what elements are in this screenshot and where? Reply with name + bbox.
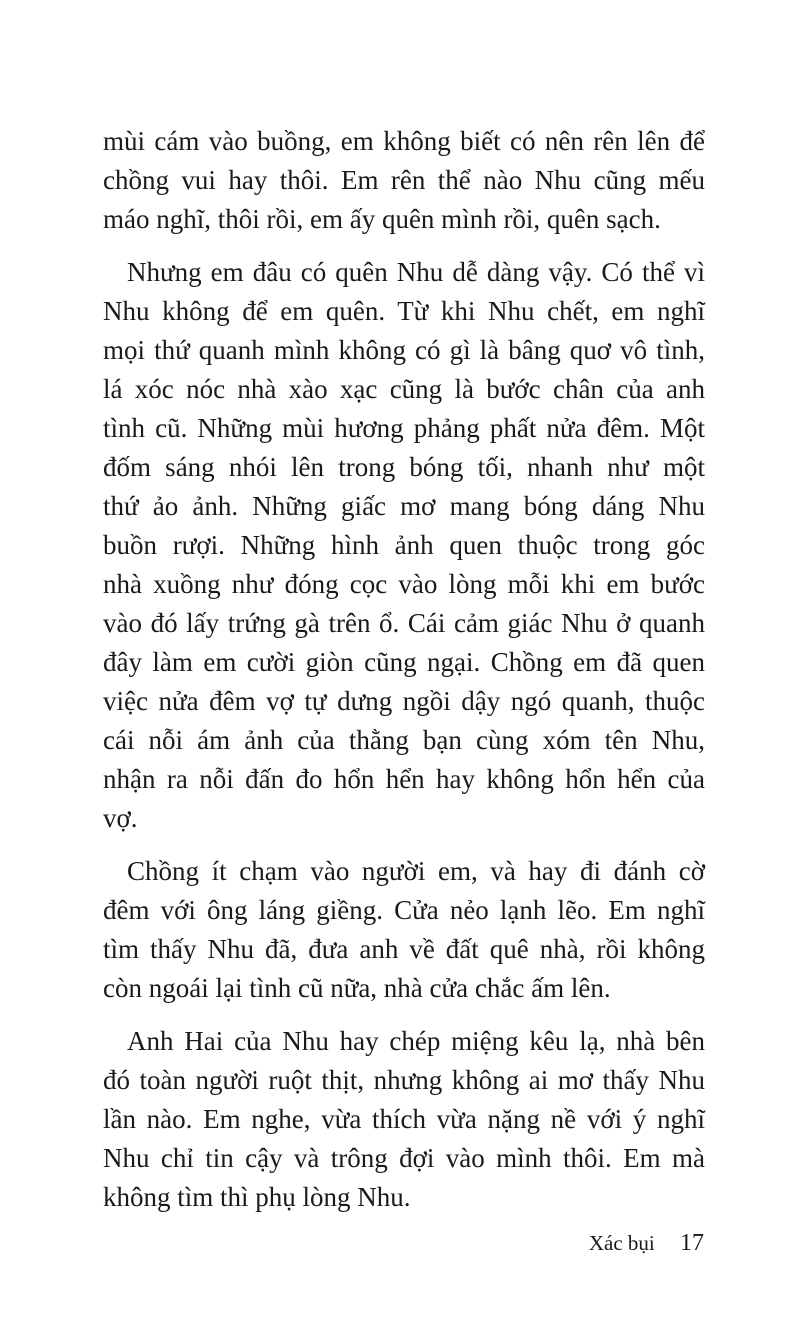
text-line: buồn rượi. Những hình ảnh quen thuộc trong góc — [103, 530, 705, 560]
text-line: Anh Hai của Nhu hay chép miệng kêu lạ, nhà bên — [127, 1026, 705, 1056]
text-line: thứ ảo ảnh. Những giấc mơ mang bóng dáng Nhu — [103, 491, 705, 521]
text-line: việc nửa đêm vợ tự dưng ngồi dậy ngó quanh, thuộc — [103, 686, 705, 716]
text-line: mùi cám vào buồng, em không biết có nên rên lên để — [103, 126, 705, 156]
text-line: lá xóc nóc nhà xào xạc cũng là bước chân của anh — [103, 374, 705, 404]
text-line: tìm thấy Nhu đã, đưa anh về đất quê nhà, rồi không — [103, 934, 705, 964]
text-line: đêm với ông láng giềng. Cửa nẻo lạnh lẽo. Em nghĩ — [103, 895, 705, 925]
text-line: chồng vui hay thôi. Em rên thể nào Nhu cũng mếu — [103, 165, 705, 195]
text-line: vào đó lấy trứng gà trên ổ. Cái cảm giác Nhu ở quanh — [103, 608, 705, 638]
text-line: Chồng ít chạm vào người em, và hay đi đánh cờ — [127, 856, 705, 886]
text-line: Nhưng em đâu có quên Nhu dễ dàng vậy. Có thể vì — [127, 257, 705, 287]
text-line: vợ. — [103, 803, 138, 833]
text-line: tình cũ. Những mùi hương phảng phất nửa đêm. Một — [103, 413, 705, 443]
text-line: lần nào. Em nghe, vừa thích vừa nặng nề với ý nghĩ — [103, 1104, 705, 1134]
page-footer — [0, 1230, 704, 1257]
text-line: Nhu chỉ tin cậy và trông đợi vào mình thôi. Em mà — [103, 1143, 705, 1173]
page-number: 17 — [680, 1230, 704, 1256]
text-line: mọi thứ quanh mình không có gì là bâng quơ vô tình, — [103, 335, 705, 365]
text-line: không tìm thì phụ lòng Nhu. — [103, 1182, 411, 1212]
text-line: cái nỗi ám ảnh của thằng bạn cùng xóm tên Nhu, — [103, 725, 705, 755]
text-line: đó toàn người ruột thịt, nhưng không ai mơ thấy Nhu — [103, 1065, 705, 1095]
paragraph-2 — [103, 253, 705, 838]
paragraph-3 — [103, 852, 705, 1008]
text-line: nhận ra nỗi đấn đo hổn hển hay không hổn hển của — [103, 764, 705, 794]
paragraph-4 — [103, 1022, 705, 1217]
running-title: Xác bụi — [588, 1231, 655, 1255]
paragraph-1 — [103, 122, 705, 239]
text-line: đây làm em cười giòn cũng ngại. Chồng em đã quen — [103, 647, 705, 677]
text-line: nhà xuồng như đóng cọc vào lòng mỗi khi em bước — [103, 569, 705, 599]
text-line: máo nghĩ, thôi rồi, em ấy quên mình rồi, quên sạch. — [103, 204, 661, 234]
book-page-body — [103, 122, 705, 1231]
text-line: đốm sáng nhói lên trong bóng tối, nhanh như một — [103, 452, 705, 482]
text-line: còn ngoái lại tình cũ nữa, nhà cửa chắc ấm lên. — [103, 973, 611, 1003]
text-line: Nhu không để em quên. Từ khi Nhu chết, em nghĩ — [103, 296, 705, 326]
